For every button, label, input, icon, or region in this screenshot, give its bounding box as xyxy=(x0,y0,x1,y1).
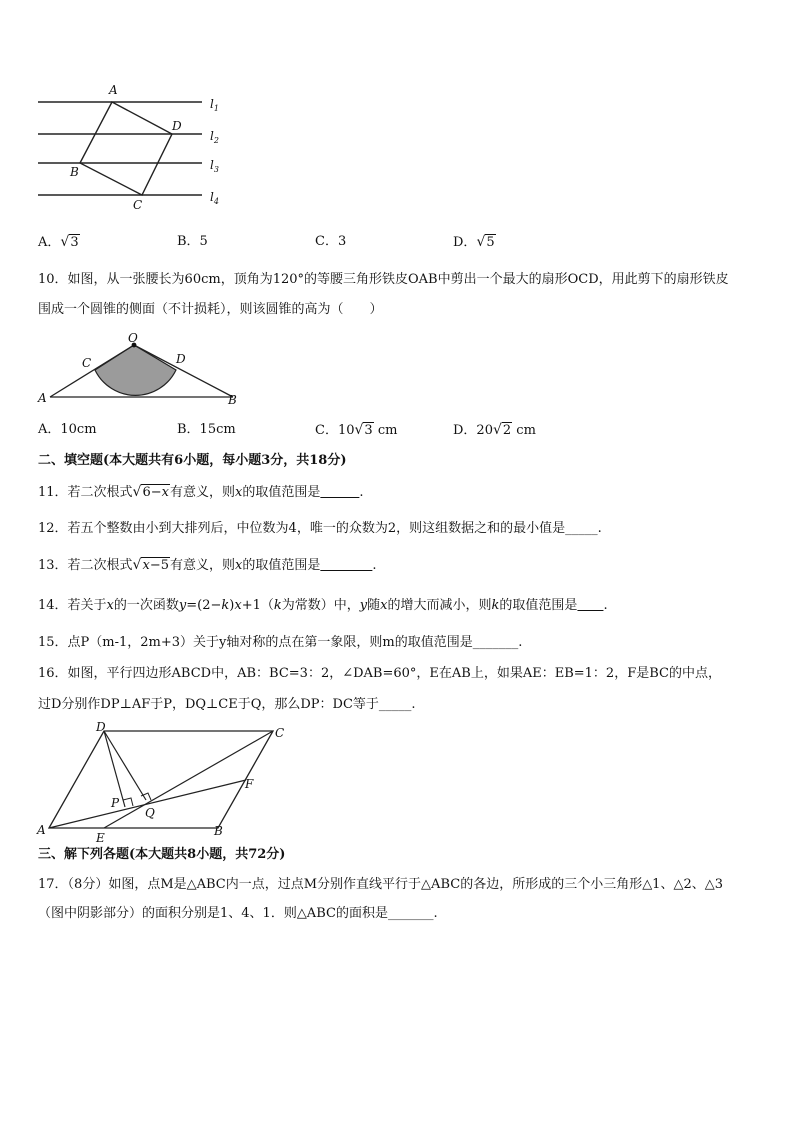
q10-point-c: C xyxy=(82,356,92,370)
q16-text-line1: 16．如图，平行四边形ABCD中，AB：BC=3：2，∠DAB=60°，E在AB上，如果AE：EB=1：2，F是BC的中点， xyxy=(38,666,721,681)
q9-point-a: A xyxy=(109,83,118,97)
q17-text-line1: 17．（8分）如图，点M是△ABC内一点，过点M分别作直线平行于△ABC的各边，所形成的三个小三角形△1、△2、△3 xyxy=(38,877,723,892)
q15-text: 15．点P（m-1，2m+3）关于y轴对称的点在第一象限，则m的取值范围是_______. xyxy=(38,635,523,650)
q10-option-c: C．10√3 cm xyxy=(315,422,398,438)
q10-point-a: A xyxy=(38,391,47,405)
q9-point-c: C xyxy=(133,198,143,212)
q9-option-c: C．3 xyxy=(315,234,347,249)
q10-option-a: A．10cm xyxy=(38,422,97,437)
q9-label-l1: $l_1$ xyxy=(210,97,219,113)
q16-point-b: B xyxy=(214,824,223,838)
q16-figure xyxy=(33,720,293,845)
q10-point-d: D xyxy=(176,352,186,366)
q16-text-line2: 过D分别作DP⊥AF于P，DQ⊥CE于Q，那么DP：DC等于_____. xyxy=(38,697,416,712)
q9-label-l2: $l_2$ xyxy=(210,129,219,145)
q16-point-q: Q xyxy=(145,806,155,820)
q16-point-f: F xyxy=(245,777,254,791)
q14-text: 14．若关于x的一次函数y=(2−k)x+1（k为常数）中，y随x的增大而减小，则k的取值范围是 . xyxy=(38,598,608,613)
q9-option-b: B．5 xyxy=(177,234,208,249)
q9-option-d: D．√5 xyxy=(453,234,495,250)
q10-option-b: B．15cm xyxy=(177,422,236,437)
q12-text: 12．若五个整数由小到大排列后，中位数为4，唯一的众数为2，则这组数据之和的最小值是_____. xyxy=(38,521,602,536)
q9-label-l4: $l_4$ xyxy=(210,190,219,206)
q16-point-p: P xyxy=(111,796,120,810)
q10-figure xyxy=(35,331,245,407)
q9-option-a: A．√3 xyxy=(38,234,79,250)
q9-point-b: B xyxy=(70,165,79,179)
section2-heading: 二、填空题(本大题共有6小题，每小题3分，共18分) xyxy=(38,453,347,468)
q16-point-a: A xyxy=(37,823,46,837)
q10-text-line2: 围成一个圆锥的侧面（不计损耗），则该圆锥的高为（ ） xyxy=(38,302,383,317)
section3-heading: 三、解下列各题(本大题共8小题，共72分) xyxy=(38,847,286,862)
q16-point-c: C xyxy=(275,726,285,740)
q17-text-line2: （图中阴影部分）的面积分别是1、4、1．则△ABC的面积是_______. xyxy=(38,906,438,921)
q10-option-d: D．20√2 cm xyxy=(453,422,536,438)
q9-point-d: D xyxy=(172,119,182,133)
q16-point-e: E xyxy=(96,831,105,845)
q9-figure xyxy=(30,80,240,215)
q10-point-o: O xyxy=(128,331,138,345)
q16-point-d: D xyxy=(96,720,106,734)
q9-label-l3: $l_3$ xyxy=(210,158,219,174)
q10-point-b: B xyxy=(228,393,237,407)
q13-text: 13．若二次根式√x−5有意义，则x的取值范围是 . xyxy=(38,557,377,573)
q10-text-line1: 10．如图，从一张腰长为60cm，顶角为120°的等腰三角形铁皮OAB中剪出一个最大的扇形OCD，用此剪下的扇形铁皮 xyxy=(38,272,729,287)
q11-text: 11．若二次根式√6−x有意义，则x的取值范围是 . xyxy=(38,484,364,500)
